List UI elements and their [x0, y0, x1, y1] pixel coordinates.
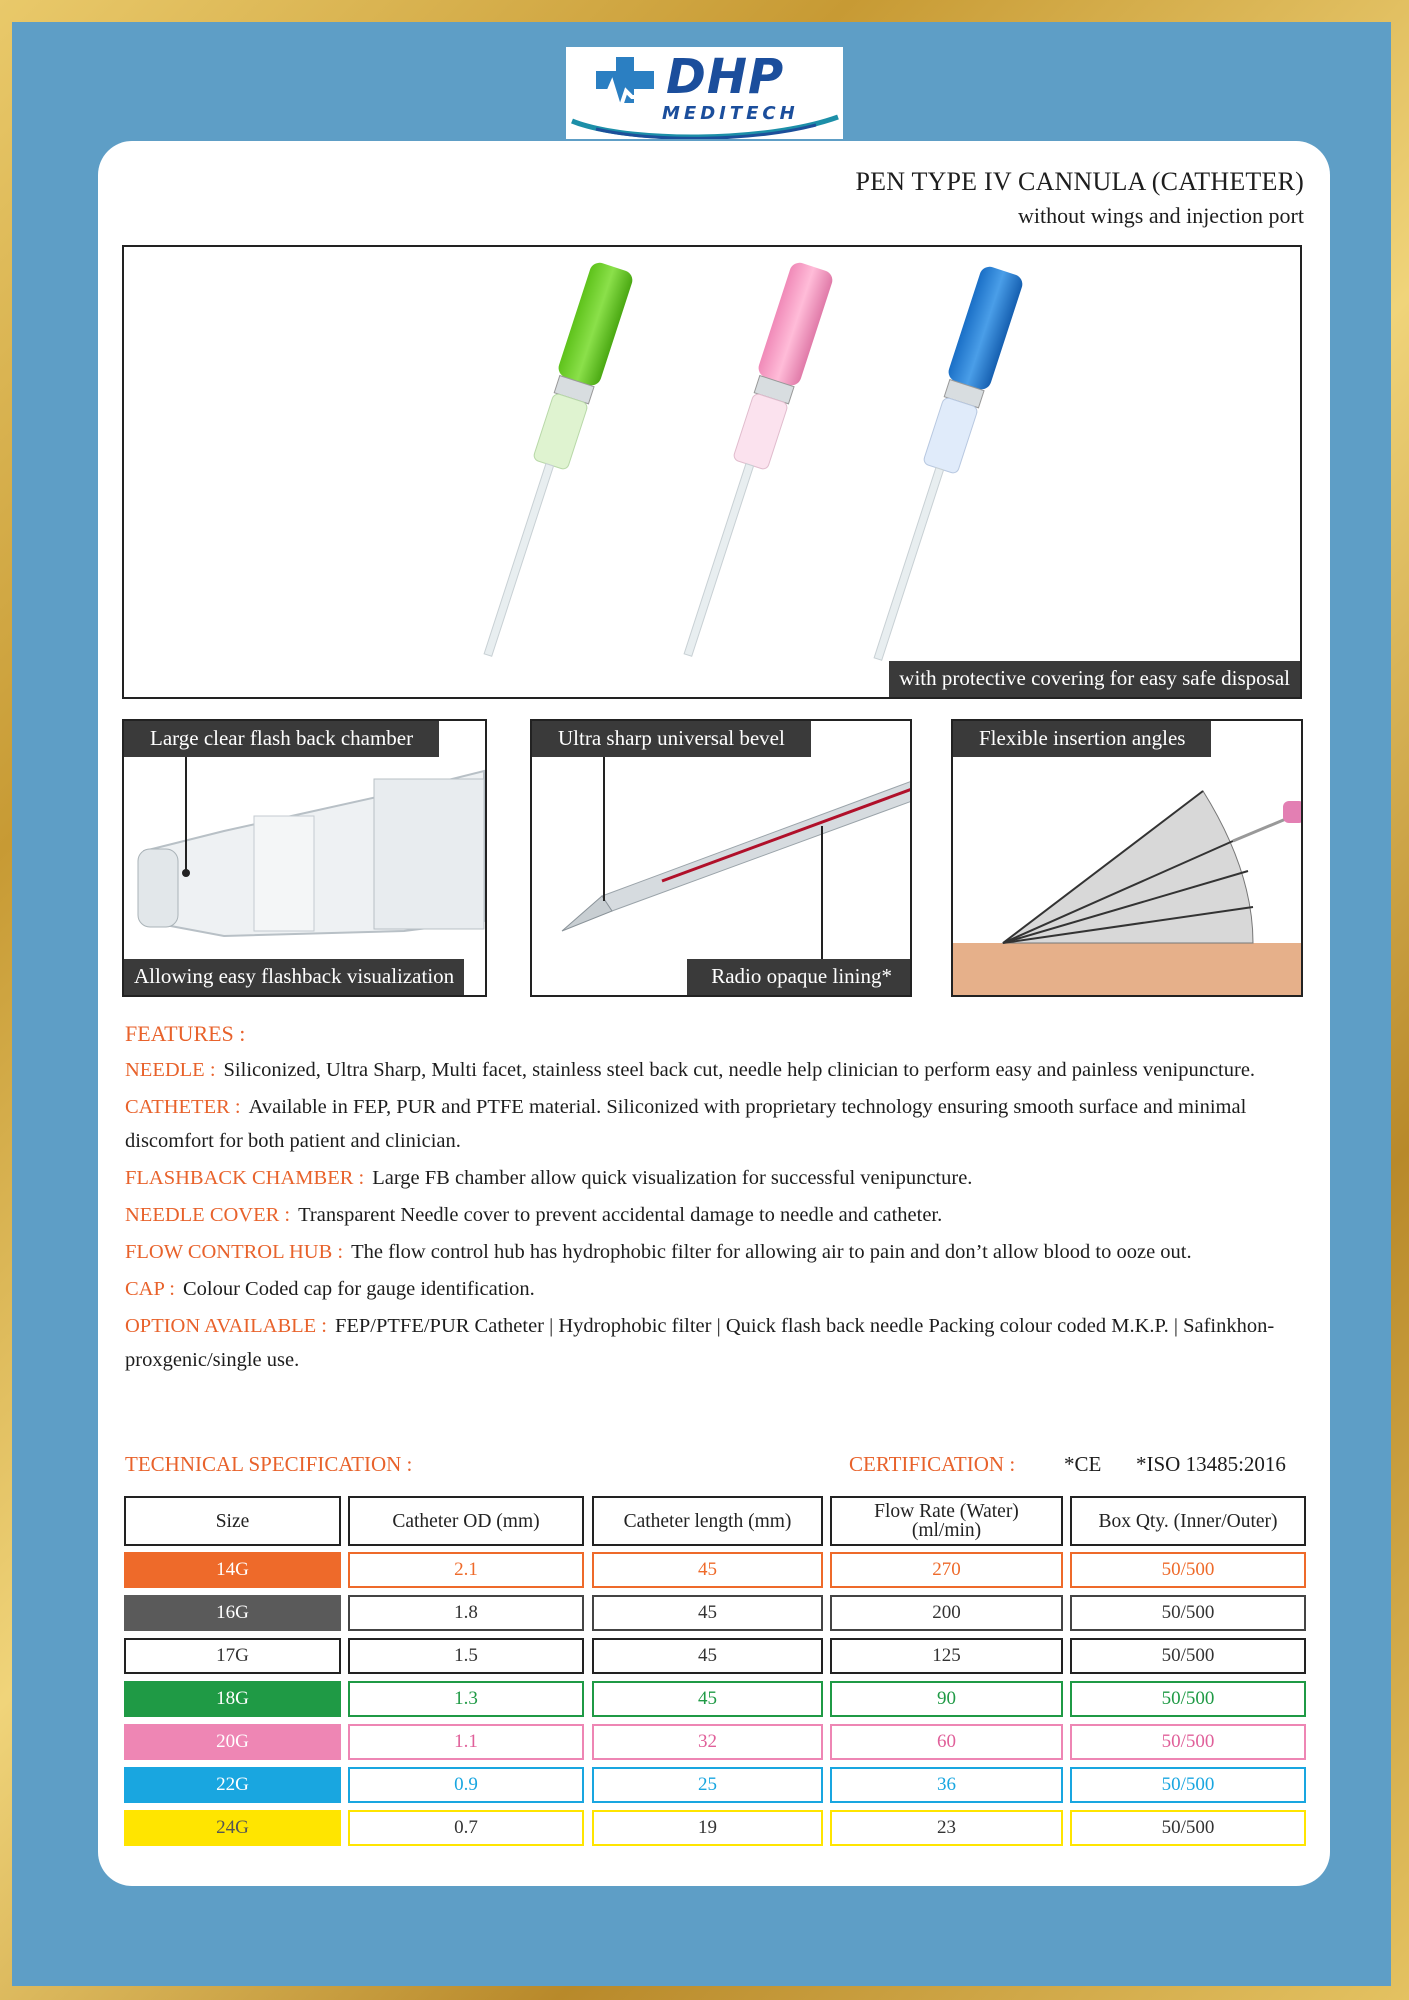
feature-needle: NEEDLE : Siliconized, Ultra Sharp, Multi facet, stainless steel back cut, needle help clinician to perform easy and painless venipuncture.	[125, 1059, 1256, 1081]
table-cell-box: 50/500	[1070, 1810, 1306, 1846]
table-header-od: Catheter OD (mm)	[348, 1496, 584, 1546]
table-cell-box: 50/500	[1070, 1638, 1306, 1674]
page-title: PEN TYPE IV CANNULA (CATHETER)	[855, 167, 1304, 196]
spec-header-row	[125, 1452, 1305, 1482]
table-cell-length: 45	[592, 1638, 823, 1674]
table-cell-od: 1.3	[348, 1681, 584, 1717]
table-cell-flow: 36	[830, 1767, 1063, 1803]
hero-product-image	[122, 245, 1302, 699]
table-cell-size: 17G	[124, 1638, 341, 1674]
table-cell-od: 0.9	[348, 1767, 584, 1803]
table-cell-size: 18G	[124, 1681, 341, 1717]
feature-options: OPTION AVAILABLE : FEP/PTFE/PUR Catheter | Hydrophobic filter | Quick flash back needle Packing colour coded M.K.P. | Safinkhon-proxgenic/single use.	[125, 1315, 1275, 1371]
feature-needle-cover: NEEDLE COVER : Transparent Needle cover to prevent accidental damage to needle and catheter.	[125, 1204, 943, 1226]
table-cell-od: 1.8	[348, 1595, 584, 1631]
table-cell-length: 45	[592, 1681, 823, 1717]
panel-tag-angles: Flexible insertion angles	[953, 721, 1211, 757]
table-cell-length: 45	[592, 1552, 823, 1588]
features-section	[125, 1017, 1305, 1380]
brand-name: DHP	[666, 49, 785, 105]
table-cell-flow: 270	[830, 1552, 1063, 1588]
green-cannula-icon	[467, 260, 635, 662]
table-cell-box: 50/500	[1070, 1767, 1306, 1803]
table-cell-size: 22G	[124, 1767, 341, 1803]
table-header-flow: Flow Rate (Water) (ml/min)	[830, 1496, 1063, 1546]
pink-cannula-icon	[667, 260, 835, 662]
table-cell-flow: 23	[830, 1810, 1063, 1846]
table-cell-od: 1.5	[348, 1638, 584, 1674]
insertion-angles-illustration	[953, 721, 1303, 997]
blue-cannula-icon	[857, 264, 1025, 666]
features-heading: FEATURES :	[125, 1021, 246, 1046]
table-cell-size: 24G	[124, 1810, 341, 1846]
table-cell-flow: 200	[830, 1595, 1063, 1631]
panel-insertion-angles	[951, 719, 1303, 997]
panel-tag-bevel: Ultra sharp universal bevel	[532, 721, 811, 757]
table-cell-box: 50/500	[1070, 1595, 1306, 1631]
table-cell-size: 20G	[124, 1724, 341, 1760]
table-cell-flow: 90	[830, 1681, 1063, 1717]
table-cell-length: 32	[592, 1724, 823, 1760]
table-cell-length: 45	[592, 1595, 823, 1631]
feature-catheter: CATHETER : Available in FEP, PUR and PTFE material. Siliconized with proprietary technology ensuring smooth surface and minimal discomfort for both patient and clinician.	[125, 1096, 1247, 1152]
tech-spec-label: TECHNICAL SPECIFICATION :	[125, 1452, 413, 1476]
hero-caption: with protective covering for easy safe disposal	[889, 661, 1300, 697]
panel-caption-bevel: Radio opaque lining*	[687, 959, 910, 995]
bevel-needle-illustration	[532, 721, 912, 997]
page-subtitle: without wings and injection port	[1018, 203, 1304, 228]
brand-sub: MEDITECH	[662, 103, 799, 124]
table-cell-od: 2.1	[348, 1552, 584, 1588]
table-cell-size: 14G	[124, 1552, 341, 1588]
table-cell-size: 16G	[124, 1595, 341, 1631]
feature-flow-control-hub: FLOW CONTROL HUB : The flow control hub has hydrophobic filter for allowing air to pain and don’t allow blood to ooze out.	[125, 1241, 1192, 1263]
table-cell-box: 50/500	[1070, 1552, 1306, 1588]
table-cell-flow: 125	[830, 1638, 1063, 1674]
content-card	[98, 141, 1330, 1886]
table-header-size: Size	[124, 1496, 341, 1546]
panel-caption-flashback: Allowing easy flashback visualization	[124, 959, 464, 995]
brand-logo	[566, 47, 843, 139]
table-cell-box: 50/500	[1070, 1681, 1306, 1717]
table-cell-length: 25	[592, 1767, 823, 1803]
panel-flashback-chamber	[122, 719, 487, 997]
table-cell-od: 0.7	[348, 1810, 584, 1846]
panel-bevel	[530, 719, 912, 997]
table-cell-length: 19	[592, 1810, 823, 1846]
certification-label: CERTIFICATION :	[849, 1452, 1016, 1476]
table-header-box: Box Qty. (Inner/Outer)	[1070, 1496, 1306, 1546]
table-cell-od: 1.1	[348, 1724, 584, 1760]
flashback-chamber-illustration	[124, 721, 487, 997]
cannula-illustration	[124, 247, 1302, 699]
table-cell-flow: 60	[830, 1724, 1063, 1760]
table-cell-box: 50/500	[1070, 1724, 1306, 1760]
table-header-length: Catheter length (mm)	[592, 1496, 823, 1546]
cert-ce: *CE	[1064, 1452, 1102, 1476]
feature-cap: CAP : Colour Coded cap for gauge identification.	[125, 1278, 535, 1300]
panel-tag-flashback: Large clear flash back chamber	[124, 721, 439, 757]
cert-iso: *ISO 13485:2016	[1136, 1452, 1286, 1476]
feature-flashback-chamber: FLASHBACK CHAMBER : Large FB chamber allow quick visualization for successful venipuncture.	[125, 1167, 973, 1189]
